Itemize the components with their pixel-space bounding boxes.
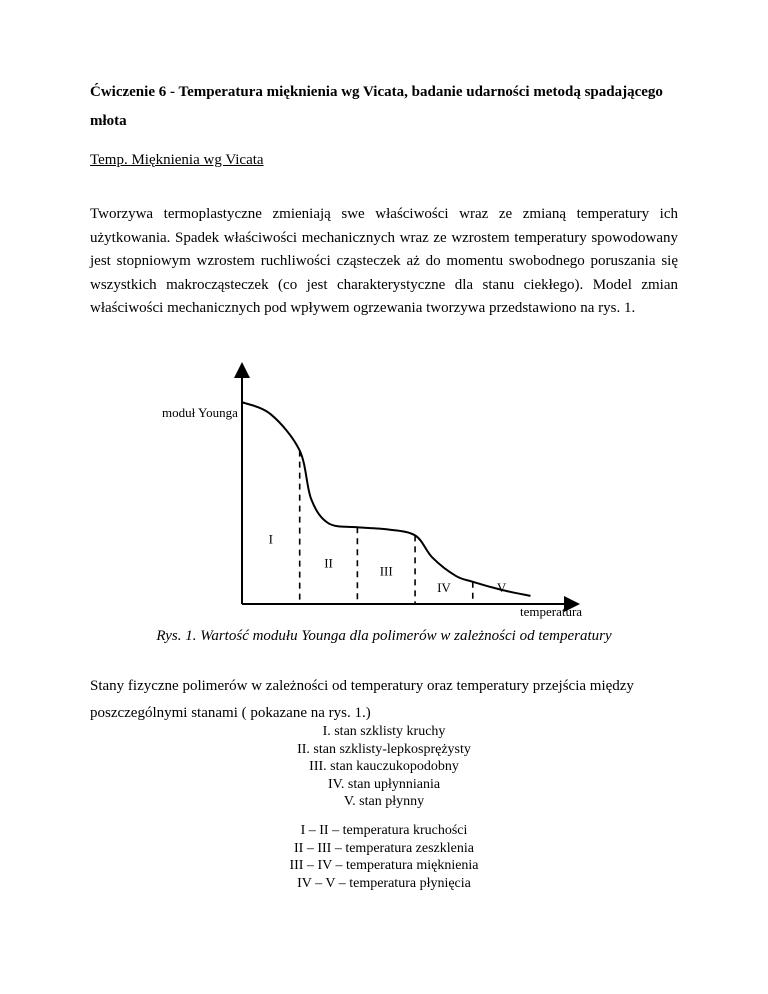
young-modulus-chart [152, 352, 608, 622]
states-intro-paragraph: Stany fizyczne polimerów w zależności od temperatury oraz temperatury przejścia między poszczególnymi stanami ( pokazane na rys. 1.) [90, 678, 634, 721]
intro-paragraph: Tworzywa termoplastyczne zmieniają swe właściwości wraz ze zmianą temperatury ich użytkowania. Spadek właściwości mechanicznych wraz ze wzrostem temperatury spowodowany jest stopniowym wzrostem ruchliwości cząsteczek aż do momentu swobodnego poruszania się wszystkich makrocząsteczek (co jest charakterystyczne dla stanu ciekłego). Model zmian właściwości mechanicznych pod wpływem ogrzewania tworzywa przedstawiono na rys. 1. [90, 206, 678, 316]
region-label-II: II [324, 555, 333, 571]
section-heading: Temp. Mięknienia wg Vicata [90, 152, 264, 168]
physical-states-list [0, 723, 768, 811]
region-label-IV: IV [437, 579, 451, 595]
region-label-V: V [496, 579, 507, 595]
transition-item: I – II – temperatura kruchości [300, 823, 468, 838]
transition-item: IV – V – temperatura płynięcia [297, 875, 471, 891]
young-modulus-figure [152, 352, 608, 622]
region-label-III: III [379, 563, 393, 579]
transition-temperatures-list [0, 822, 768, 892]
state-item: IV. stan upłynniania [327, 776, 441, 792]
figure-caption: Rys. 1. Wartość modułu Younga dla polimerów w zależności od temperatury [156, 628, 612, 644]
document-title: Ćwiczenie 6 - Temperatura mięknienia wg Vicata, badanie udarności metodą spadającego młota [90, 84, 663, 129]
y-axis-label: moduł Younga [162, 405, 238, 420]
transition-item: II – III – temperatura zeszklenia [294, 840, 474, 856]
state-item: V. stan płynny [343, 794, 425, 809]
x-axis-label: temperatura [520, 604, 583, 619]
region-label-I: I [268, 531, 274, 547]
state-item: I. stan szklisty kruchy [322, 724, 446, 739]
transition-item: III – IV – temperatura mięknienia [289, 858, 479, 873]
state-item: III. stan kauczukopodobny [309, 759, 459, 774]
state-item: II. stan szklisty-lepkosprężysty [297, 741, 471, 757]
